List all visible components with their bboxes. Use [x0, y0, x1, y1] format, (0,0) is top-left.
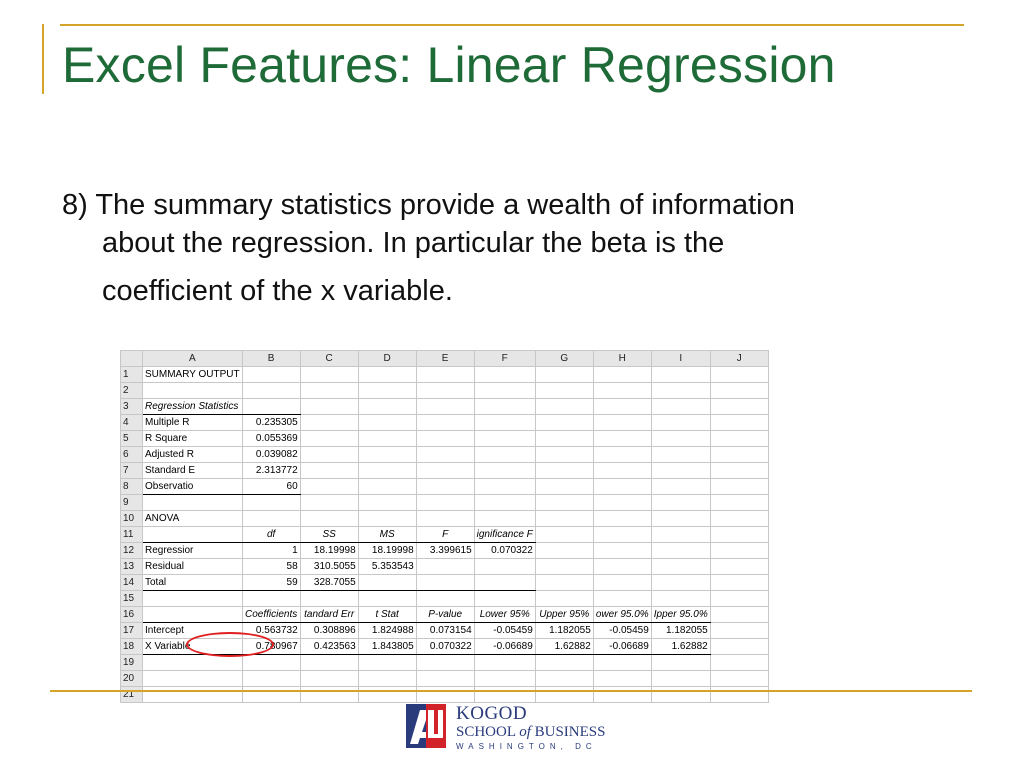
cell-c12[interactable]: 18.19998 [300, 543, 358, 559]
cell-b12[interactable]: 1 [242, 543, 300, 559]
cell-b1[interactable] [242, 367, 300, 383]
cell-i16[interactable]: Ipper 95.0% [651, 607, 710, 623]
row-header[interactable]: 16 [121, 607, 143, 623]
logo-kogod: KOGOD [456, 703, 528, 724]
cell-d15[interactable] [358, 591, 416, 607]
cell-c10[interactable] [300, 511, 358, 527]
cell-j15[interactable] [710, 591, 768, 607]
bullet-line-1: The summary statistics provide a wealth of information [95, 189, 795, 221]
cell-h13[interactable] [593, 559, 651, 575]
sheet-row [121, 447, 769, 463]
cell-e14[interactable] [416, 575, 474, 591]
sheet-row [121, 495, 769, 511]
cell-i14[interactable] [651, 575, 710, 591]
cell-f7[interactable] [474, 463, 535, 479]
cell-d13[interactable]: 5.353543 [358, 559, 416, 575]
cell-c6[interactable] [300, 447, 358, 463]
select-all-corner[interactable] [121, 351, 143, 367]
cell-h1[interactable] [593, 367, 651, 383]
sheet-row [121, 543, 769, 559]
cell-e10[interactable] [416, 511, 474, 527]
cell-g8[interactable] [535, 479, 593, 495]
row-header[interactable]: 2 [121, 383, 143, 399]
cell-a19[interactable] [143, 655, 243, 671]
cell-d2[interactable] [358, 383, 416, 399]
cell-j14[interactable] [710, 575, 768, 591]
cell-e15[interactable] [416, 591, 474, 607]
cell-b9[interactable] [242, 495, 300, 511]
kogod-logo [406, 702, 666, 752]
bullet-text [62, 186, 962, 310]
cell-e3[interactable] [416, 399, 474, 415]
cell-a16[interactable] [143, 607, 243, 623]
cell-d21[interactable] [358, 687, 416, 703]
cell-d4[interactable] [358, 415, 416, 431]
cell-g6[interactable] [535, 447, 593, 463]
cell-d7[interactable] [358, 463, 416, 479]
cell-f3[interactable] [474, 399, 535, 415]
cell-j4[interactable] [710, 415, 768, 431]
cell-h8[interactable] [593, 479, 651, 495]
cell-d19[interactable] [358, 655, 416, 671]
row-header[interactable]: 17 [121, 623, 143, 639]
cell-i7[interactable] [651, 463, 710, 479]
cell-f17[interactable]: -0.05459 [474, 623, 535, 639]
cell-d16[interactable]: t Stat [358, 607, 416, 623]
cell-i19[interactable] [651, 655, 710, 671]
cell-g4[interactable] [535, 415, 593, 431]
row-header[interactable]: 3 [121, 399, 143, 415]
logo-business: BUSINESS [530, 724, 606, 740]
cell-e4[interactable] [416, 415, 474, 431]
cell-c17[interactable]: 0.308896 [300, 623, 358, 639]
cell-f18[interactable]: -0.06689 [474, 639, 535, 655]
cell-c7[interactable] [300, 463, 358, 479]
sheet-row [121, 623, 769, 639]
cell-j6[interactable] [710, 447, 768, 463]
cell-j16[interactable] [710, 607, 768, 623]
cell-f12[interactable]: 0.070322 [474, 543, 535, 559]
cell-a21[interactable] [143, 687, 243, 703]
cell-f9[interactable] [474, 495, 535, 511]
sheet-row [121, 559, 769, 575]
cell-a17[interactable]: Intercept [143, 623, 243, 639]
cell-c1[interactable] [300, 367, 358, 383]
cell-i13[interactable] [651, 559, 710, 575]
row-header[interactable]: 6 [121, 447, 143, 463]
cell-i9[interactable] [651, 495, 710, 511]
cell-i1[interactable] [651, 367, 710, 383]
cell-d14[interactable] [358, 575, 416, 591]
cell-e19[interactable] [416, 655, 474, 671]
cell-h10[interactable] [593, 511, 651, 527]
column-header[interactable]: F [474, 351, 535, 367]
cell-c21[interactable] [300, 687, 358, 703]
cell-a2[interactable] [143, 383, 243, 399]
cell-c15[interactable] [300, 591, 358, 607]
cell-j21[interactable] [710, 687, 768, 703]
cell-e1[interactable] [416, 367, 474, 383]
sheet-row [121, 415, 769, 431]
cell-i12[interactable] [651, 543, 710, 559]
cell-b20[interactable] [242, 671, 300, 687]
cell-h16[interactable]: ower 95.0% [593, 607, 651, 623]
logo-washington-dc: WASHINGTON, DC [456, 742, 597, 751]
cell-e5[interactable] [416, 431, 474, 447]
cell-d17[interactable]: 1.824988 [358, 623, 416, 639]
row-header[interactable]: 8 [121, 479, 143, 495]
cell-a9[interactable] [143, 495, 243, 511]
cell-b3[interactable] [242, 399, 300, 415]
cell-f16[interactable]: Lower 95% [474, 607, 535, 623]
regression-spreadsheet [120, 350, 769, 703]
cell-g13[interactable] [535, 559, 593, 575]
cell-j11[interactable] [710, 527, 768, 543]
row-header[interactable]: 7 [121, 463, 143, 479]
cell-i4[interactable] [651, 415, 710, 431]
cell-j17[interactable] [710, 623, 768, 639]
cell-h14[interactable] [593, 575, 651, 591]
logo-school: SCHOOL [456, 724, 520, 740]
cell-d1[interactable] [358, 367, 416, 383]
cell-a6[interactable]: Adjusted R [143, 447, 243, 463]
cell-c2[interactable] [300, 383, 358, 399]
cell-e11[interactable]: F [416, 527, 474, 543]
cell-g1[interactable] [535, 367, 593, 383]
row-header[interactable]: 9 [121, 495, 143, 511]
cell-j12[interactable] [710, 543, 768, 559]
cell-b4[interactable]: 0.235305 [242, 415, 300, 431]
cell-g7[interactable] [535, 463, 593, 479]
row-header[interactable]: 13 [121, 559, 143, 575]
column-header-row [121, 351, 769, 367]
cell-f2[interactable] [474, 383, 535, 399]
cell-i15[interactable] [651, 591, 710, 607]
cell-i21[interactable] [651, 687, 710, 703]
cell-b2[interactable] [242, 383, 300, 399]
cell-b18[interactable]: 0.780967 [242, 639, 300, 655]
cell-b14[interactable]: 59 [242, 575, 300, 591]
cell-f13[interactable] [474, 559, 535, 575]
column-header[interactable]: I [651, 351, 710, 367]
cell-g19[interactable] [535, 655, 593, 671]
cell-f1[interactable] [474, 367, 535, 383]
row-header[interactable]: 11 [121, 527, 143, 543]
cell-h7[interactable] [593, 463, 651, 479]
cell-a8[interactable]: Observatio [143, 479, 243, 495]
column-header[interactable]: C [300, 351, 358, 367]
cell-e12[interactable]: 3.399615 [416, 543, 474, 559]
column-header[interactable]: B [242, 351, 300, 367]
cell-f21[interactable] [474, 687, 535, 703]
sheet-row [121, 607, 769, 623]
cell-g12[interactable] [535, 543, 593, 559]
cell-e20[interactable] [416, 671, 474, 687]
cell-c4[interactable] [300, 415, 358, 431]
row-header[interactable]: 1 [121, 367, 143, 383]
cell-a18[interactable]: X Variable [143, 639, 243, 655]
cell-a14[interactable]: Total [143, 575, 243, 591]
row-header[interactable]: 12 [121, 543, 143, 559]
cell-h15[interactable] [593, 591, 651, 607]
bullet-line-2: about the regression. In particular the beta is the [102, 227, 725, 259]
column-header[interactable]: G [535, 351, 593, 367]
cell-b19[interactable] [242, 655, 300, 671]
cell-j9[interactable] [710, 495, 768, 511]
row-header[interactable]: 19 [121, 655, 143, 671]
cell-h19[interactable] [593, 655, 651, 671]
sheet-row [121, 479, 769, 495]
cell-b5[interactable]: 0.055369 [242, 431, 300, 447]
logo-wordmark [456, 704, 605, 752]
cell-d8[interactable] [358, 479, 416, 495]
cell-f8[interactable] [474, 479, 535, 495]
cell-a15[interactable] [143, 591, 243, 607]
cell-c8[interactable] [300, 479, 358, 495]
logo-of: of [519, 724, 531, 740]
cell-j1[interactable] [710, 367, 768, 383]
cell-g18[interactable]: 1.62882 [535, 639, 593, 655]
cell-d9[interactable] [358, 495, 416, 511]
cell-h11[interactable] [593, 527, 651, 543]
cell-c18[interactable]: 0.423563 [300, 639, 358, 655]
cell-h6[interactable] [593, 447, 651, 463]
sheet-row [121, 431, 769, 447]
cell-h21[interactable] [593, 687, 651, 703]
cell-j20[interactable] [710, 671, 768, 687]
cell-g10[interactable] [535, 511, 593, 527]
cell-a7[interactable]: Standard E [143, 463, 243, 479]
cell-f14[interactable] [474, 575, 535, 591]
cell-f5[interactable] [474, 431, 535, 447]
cell-h18[interactable]: -0.06689 [593, 639, 651, 655]
cell-c19[interactable] [300, 655, 358, 671]
cell-d10[interactable] [358, 511, 416, 527]
cell-i2[interactable] [651, 383, 710, 399]
sheet-row [121, 639, 769, 655]
cell-e8[interactable] [416, 479, 474, 495]
cell-d18[interactable]: 1.843805 [358, 639, 416, 655]
cell-e9[interactable] [416, 495, 474, 511]
cell-h5[interactable] [593, 431, 651, 447]
cell-c9[interactable] [300, 495, 358, 511]
cell-j3[interactable] [710, 399, 768, 415]
cell-b11[interactable]: df [242, 527, 300, 543]
cell-e2[interactable] [416, 383, 474, 399]
cell-a10[interactable]: ANOVA [143, 511, 243, 527]
cell-a3[interactable]: Regression Statistics [143, 399, 243, 415]
column-header[interactable]: J [710, 351, 768, 367]
column-header[interactable]: H [593, 351, 651, 367]
sheet-row [121, 687, 769, 703]
cell-c11[interactable]: SS [300, 527, 358, 543]
cell-b8[interactable]: 60 [242, 479, 300, 495]
cell-h4[interactable] [593, 415, 651, 431]
sheet-row [121, 655, 769, 671]
cell-f15[interactable] [474, 591, 535, 607]
cell-j10[interactable] [710, 511, 768, 527]
column-header[interactable]: E [416, 351, 474, 367]
cell-e7[interactable] [416, 463, 474, 479]
cell-j8[interactable] [710, 479, 768, 495]
cell-h3[interactable] [593, 399, 651, 415]
cell-d12[interactable]: 18.19998 [358, 543, 416, 559]
cell-d6[interactable] [358, 447, 416, 463]
cell-b21[interactable] [242, 687, 300, 703]
cell-f10[interactable] [474, 511, 535, 527]
cell-a5[interactable]: R Square [143, 431, 243, 447]
cell-a13[interactable]: Residual [143, 559, 243, 575]
cell-g11[interactable] [535, 527, 593, 543]
cell-b13[interactable]: 58 [242, 559, 300, 575]
cell-g16[interactable]: Upper 95% [535, 607, 593, 623]
cell-e16[interactable]: P-value [416, 607, 474, 623]
cell-i6[interactable] [651, 447, 710, 463]
cell-j5[interactable] [710, 431, 768, 447]
sheet-row [121, 463, 769, 479]
cell-g3[interactable] [535, 399, 593, 415]
sheet-row [121, 591, 769, 607]
cell-c13[interactable]: 310.5055 [300, 559, 358, 575]
row-header[interactable]: 14 [121, 575, 143, 591]
cell-g20[interactable] [535, 671, 593, 687]
cell-f19[interactable] [474, 655, 535, 671]
sheet-row [121, 383, 769, 399]
sheet-row [121, 671, 769, 687]
cell-b15[interactable] [242, 591, 300, 607]
cell-j18[interactable] [710, 639, 768, 655]
sheet-row [121, 511, 769, 527]
cell-d5[interactable] [358, 431, 416, 447]
cell-g15[interactable] [535, 591, 593, 607]
cell-b16[interactable]: Coefficients [242, 607, 300, 623]
decorative-bottom-rule [50, 690, 972, 692]
cell-f20[interactable] [474, 671, 535, 687]
cell-e17[interactable]: 0.073154 [416, 623, 474, 639]
slide-title: Excel Features: Linear Regression [62, 37, 836, 93]
cell-h17[interactable]: -0.05459 [593, 623, 651, 639]
cell-j2[interactable] [710, 383, 768, 399]
cell-c5[interactable] [300, 431, 358, 447]
column-header[interactable]: A [143, 351, 243, 367]
cell-e21[interactable] [416, 687, 474, 703]
cell-d11[interactable]: MS [358, 527, 416, 543]
cell-e18[interactable]: 0.070322 [416, 639, 474, 655]
cell-c3[interactable] [300, 399, 358, 415]
cell-g9[interactable] [535, 495, 593, 511]
american-university-logo-icon [406, 704, 446, 748]
cell-a4[interactable]: Multiple R [143, 415, 243, 431]
cell-i11[interactable] [651, 527, 710, 543]
cell-j13[interactable] [710, 559, 768, 575]
row-header[interactable]: 10 [121, 511, 143, 527]
cell-f11[interactable]: ignificance F [474, 527, 535, 543]
sheet-row [121, 527, 769, 543]
sheet-row [121, 367, 769, 383]
cell-g5[interactable] [535, 431, 593, 447]
cell-a20[interactable] [143, 671, 243, 687]
cell-i8[interactable] [651, 479, 710, 495]
cell-b10[interactable] [242, 511, 300, 527]
sheet-row [121, 399, 769, 415]
cell-g2[interactable] [535, 383, 593, 399]
cell-f6[interactable] [474, 447, 535, 463]
cell-i18[interactable]: 1.62882 [651, 639, 710, 655]
logo-school-of-business [456, 724, 605, 741]
cell-g21[interactable] [535, 687, 593, 703]
cell-h20[interactable] [593, 671, 651, 687]
cell-a12[interactable]: Regressior [143, 543, 243, 559]
row-header[interactable]: 15 [121, 591, 143, 607]
bullet-line-3: coefficient of the x variable. [102, 275, 453, 307]
cell-e6[interactable] [416, 447, 474, 463]
cell-i5[interactable] [651, 431, 710, 447]
cell-a11[interactable] [143, 527, 243, 543]
decorative-top-rule [60, 24, 964, 26]
row-header[interactable]: 18 [121, 639, 143, 655]
cell-j7[interactable] [710, 463, 768, 479]
cell-d3[interactable] [358, 399, 416, 415]
cell-i17[interactable]: 1.182055 [651, 623, 710, 639]
cell-b17[interactable]: 0.563732 [242, 623, 300, 639]
cell-d20[interactable] [358, 671, 416, 687]
column-header[interactable]: D [358, 351, 416, 367]
cell-f4[interactable] [474, 415, 535, 431]
decorative-vertical-rule [42, 24, 44, 94]
row-header[interactable]: 20 [121, 671, 143, 687]
cell-i10[interactable] [651, 511, 710, 527]
cell-h2[interactable] [593, 383, 651, 399]
row-header[interactable]: 21 [121, 687, 143, 703]
cell-j19[interactable] [710, 655, 768, 671]
row-header[interactable]: 5 [121, 431, 143, 447]
cell-e13[interactable] [416, 559, 474, 575]
cell-h9[interactable] [593, 495, 651, 511]
cell-h12[interactable] [593, 543, 651, 559]
cell-c16[interactable]: tandard Err [300, 607, 358, 623]
cell-c14[interactable]: 328.7055 [300, 575, 358, 591]
bullet-number: 8) [62, 189, 88, 221]
cell-a1[interactable]: SUMMARY OUTPUT [143, 367, 243, 383]
cell-g14[interactable] [535, 575, 593, 591]
cell-b7[interactable]: 2.313772 [242, 463, 300, 479]
row-header[interactable]: 4 [121, 415, 143, 431]
cell-i3[interactable] [651, 399, 710, 415]
cell-b6[interactable]: 0.039082 [242, 447, 300, 463]
cell-i20[interactable] [651, 671, 710, 687]
sheet-row [121, 575, 769, 591]
cell-g17[interactable]: 1.182055 [535, 623, 593, 639]
cell-c20[interactable] [300, 671, 358, 687]
